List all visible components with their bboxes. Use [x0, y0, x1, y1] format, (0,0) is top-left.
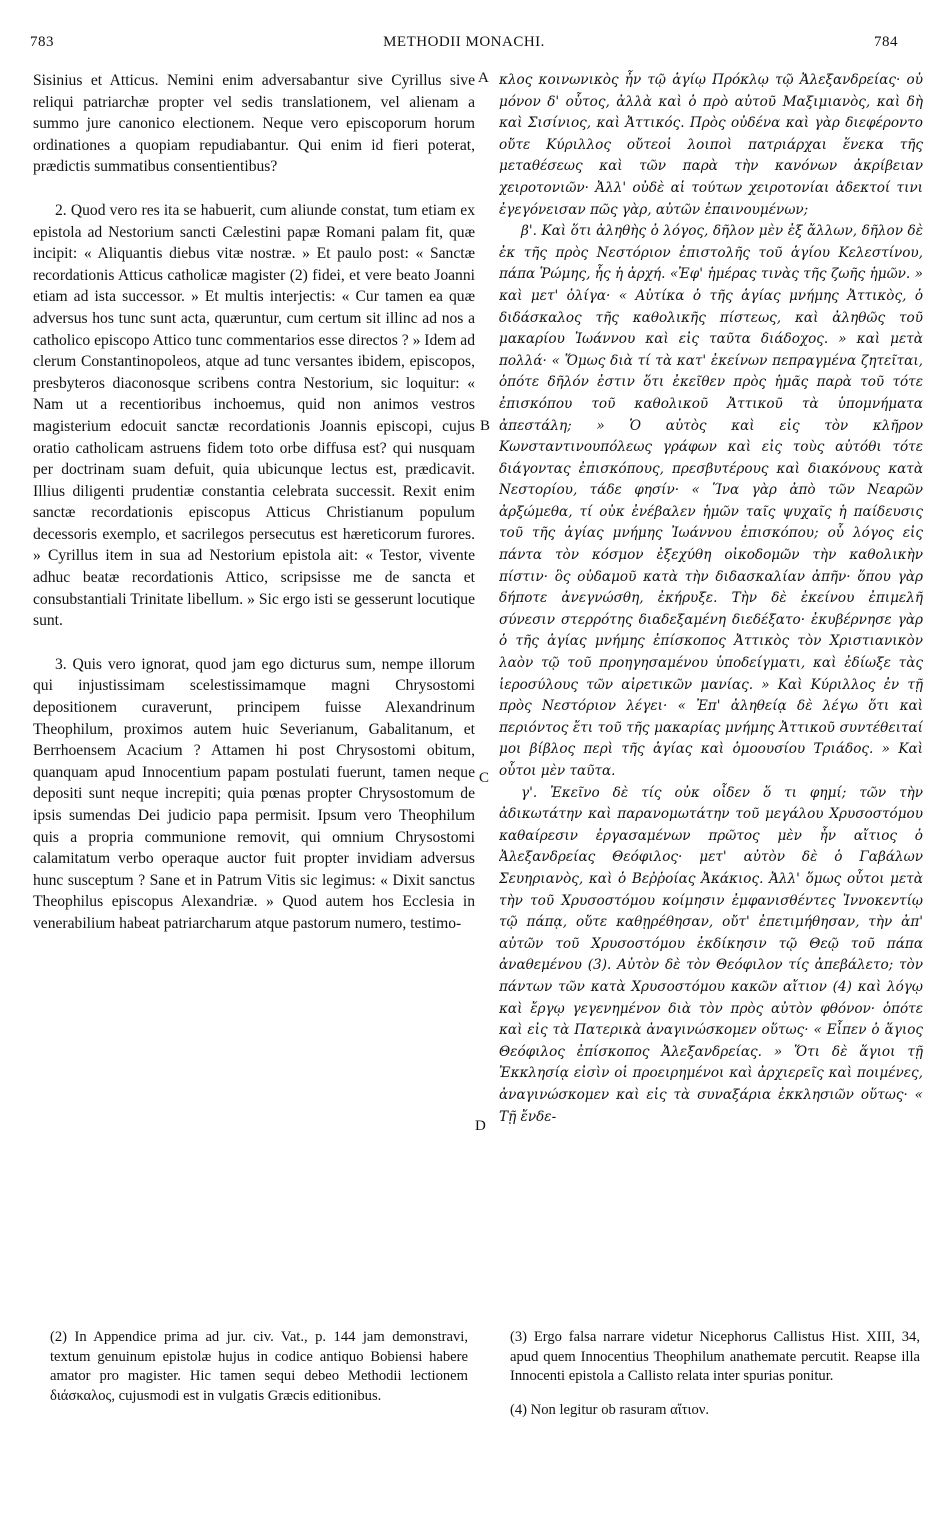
greek-paragraph-2: β'. Καὶ ὅτι ἀληθὴς ὁ λόγος, δῆλον μὲν ἐξ ἄλλων, δῆλον δὲ ἐκ τῆς πρὸς Νεστόριον ἐπιστολῆς τοῦ ἁγίου Κελεστίνου, πάπα Ῥώμης, ἧς ἡ ἀρχή. «Ἐφ' ἡμέρας τινὰς τῆς ζωῆς ἡμῶν. » καὶ μετ' ὀλίγα· « Αὐτίκα ὁ τῆς ἁγίας μνήμης Ἀττικὸς, ὁ διδάσκαλος τῆς καθολικῆς πίστεως, καὶ ἀληθῶς τοῦ μακαρίου Ἰωάννου καὶ εἰς ταῦτα διάδοχος. » καὶ μετὰ πολλά· « Ὅμως διὰ τί τὰ κατ' ἐκείνων πεπραγμένα ζητεῖται, ὁπότε δῆλόν ἐστιν ὅτι ἐκεῖθεν πρὸς ἡμᾶς παρὰ τοῦ τότε ἐπισκόπου τοῦ καθολικοῦ Ἀττικοῦ τὰ ὑπομνήματα ἀπεστάλη; » Ὁ αὐτὸς καὶ εἰς τὸν κλῆρον Κωνσταντινουπόλεως γράφων καὶ εἰς τοὺς αὐτόθι τότε διάγοντας ἐπισκόπους, πρεσβυτέρους καὶ διακόνους κατὰ Νεστορίου, τάδε φησίν· « Ἵνα γὰρ ἀπὸ τῶν Νεαρῶν ἀρξώμεθα, τί οὐκ ἐνέβαλεν ἡμῶν ταῖς ψυχαῖς ἡ παίδευσις τοῦ τῆς ἁγίας μνήμης Ἰωάννου ἐπισκόπου; οὗ λόγος εἰς πάντα τὸν κόσμον ἐξεχύθη οἰκοδομῶν τὴν καθολικὴν πίστιν· ὃς οὐδαμοῦ κατὰ τὴν διδασκαλίαν ἀπῆν· ὅπου γὰρ δήποτε ἀνεγνώσθη, ἐκήρυξε. Τὴν δὲ ἐκείνου ἐπιμελῆ σύνεσιν στερρότης διαδεξαμένη διεδέξατο· ἐκυβέρνησε γὰρ ὁ τῆς ἁγίας μνήμης ἐπίσκοπος Ἀττικὸς τὸν Χριστιανικὸν λαὸν τῷ τοῦ προηγησαμένου ὑποδείγματι, καὶ ἐδίωξε τὰς ἱεροσύλους τῶν αἱρετικῶν μανίας. » Καὶ Κύριλλος ἐν τῇ πρὸς Νεστόριον λέγει· « Ἐπ' ἀληθείᾳ δὲ λέγω ὅτι καὶ περιόντος ἔτι τοῦ τῆς μακαρίας μνήμης Ἀττικοῦ συντέθειταί μοι βίβλος περὶ τῆς ἁγίας καὶ ὁμοουσίου Τριάδος. » Καὶ οὗτοι μὲν ταῦτα. — [499, 223, 923, 779]
margin-letter-c: C — [479, 770, 490, 786]
footnote-4: (4) Non legitur ob rasuram αἴτιον. — [510, 1401, 709, 1418]
latin-paragraph-3: 3. Quis vero ignorat, quod jam ego dicturus sum, nempe illorum qui injustissimam scelestissimamque magni Chrysostomi depositionem curaverunt, principem fuisse Alexandrinum Theophilum, proximos autem huic Severianum, Gabalitanum, et Berrhoensem Acacium ? Attamen hi post Chrysostomi obitum, quanquam apud Innocentium papam postulati fuerunt, tamen neque depositi sunt neque increpiti; quia pœnas propter Chrysostomum de ipsis sumendas Dei judicio papa permisit. Ipsum vero Theophilum quis a propria communione removit, qui omnium Chrysostomi calamitatum verbo operaque auctor fuit propter invidiam adversus hunc susceptum ? Sane et in Patrum Vitis sic legimus: « Dixit sanctus Theophilus episcopus Alexandriæ. » Quod autem hos Ecclesia in venerabilium habeat patriarcharum atque pastorum numero, testimo- — [33, 655, 475, 932]
margin-letter-d: D — [475, 1118, 486, 1134]
greek-column — [499, 70, 923, 1315]
footnotes-right — [510, 1328, 920, 1434]
running-title: METHODII MONACHI. — [383, 34, 545, 50]
latin-paragraph-1: Sisinius et Atticus. Nemini enim adversabantur sive Cyrillus sive reliqui patriarchæ propter vel sedis translationem, vel alienam a summo jure canonico electionem. Neque vero episcoporum horum ordinationes a quopiam repudiabantur. Qui enim id fieri poterat, prædictis summatibus consentientibus? — [33, 72, 475, 176]
footnote-2: (2) In Appendice prima ad jur. civ. Vat., p. 144 jam demonstravi, textum genuinum epistolæ hujus in codice antiquo Bobiensi habere amator pro magister. Hic tamen sequi debeo Methodii lectionem διάσκαλος, cujusmodi est in vulgatis Græcis editionibus. — [50, 1329, 468, 1404]
margin-letter-b: B — [480, 418, 491, 434]
margin-letter-a: A — [478, 70, 489, 86]
latin-column — [33, 70, 475, 1315]
greek-paragraph-1: κλος κοινωνικὸς ἦν τῷ ἁγίῳ Πρόκλῳ τῷ Ἀλεξανδρείας· οὐ μόνον δ' οὗτος, ἀλλὰ καὶ ὁ πρὸ αὐτοῦ Μαξιμιανὸς, καὶ δὴ καὶ Σισίνιος, καὶ Ἀττικός. Πρὸς οὐδένα καὶ γὰρ διεφέροντο οὔτε Κύριλλος οὔτεοἱ λοιποὶ πατριάρχαι ἕνεκα τῆς μεταθέσεως καὶ τῶν παρὰ τὴν κανόνων ἀκρίβειαν χειροτονιῶν· Ἀλλ' οὐδὲ αἱ τούτων χειροτονίαι ἀδεκτοί τινι ἐγεγόνεισαν πῶς γὰρ, αὐτῶν ἐπαινουμένων; — [499, 72, 923, 218]
greek-paragraph-3: γ'. Ἐκεῖνο δὲ τίς οὐκ οἶδεν ὅ τι φημί; τῶν τὴν ἀδικωτάτην καὶ παρανομωτάτην τοῦ μεγάλου Χρυσοστόμου καθαίρεσιν ἐργασαμένων πρῶτος μὲν ἦν αἴτιος ὁ Ἀλεξανδρείας Θεόφιλος· μετ' αὐτὸν δὲ ὁ Γαβάλων Σευηριανὸς, καὶ ὁ Βεῤῥοίας Ἀκάκιος. Ἀλλ' ὅμως οὗτοι μετὰ τὴν τοῦ Χρυσοστόμου κοίμησιν ἐμφανισθέντες Ἰννοκεντίῳ τῷ πάπᾳ, οὔτε καθῃρέθησαν, οὔτ' ἐπετιμήθησαν, τὴν ἀπ' αὐτῶν τοῦ Χρυσοστόμου ἐκδίκησιν τῷ Θεῷ τοῦ πάπα ἀναθεμένου (3). Αὐτὸν δὲ τὸν Θεόφιλον τίς ἀπεβάλετο; τὸν πάντων τῶν κατὰ Χρυσοστόμου κακῶν αἴτιον (4) καὶ λόγῳ καὶ ἔργῳ γεγενημένον διὰ τὸν πρὸς αὐτὸν φθόνον· ὁπότε καὶ εἰς τὰ Πατερικὰ ἀναγινώσκομεν οὕτως· « Εἶπεν ὁ ἅγιος Θεόφιλος ἐπίσκοπος Ἀλεξανδρείας. » Ὅτι δὲ ἅγιοι τῇ Ἐκκλησίᾳ εἰσὶν οἱ προειρημένοι καὶ ἀρχιερεῖς καὶ ποιμένες, ἀναγινώσκομεν καὶ εἰς τὰ συναξάρια ἐκκλησιῶν οὕτως· « Τῇ ἔνδε- — [499, 784, 923, 1125]
footnote-3: (3) Ergo falsa narrare videtur Nicephorus Callistus Hist. XIII, 34, apud quem Innocentius Theophilum anathemate percutit. Reapse illa Innocenti epistola a Callisto relata inter spurias ponitur. — [510, 1329, 920, 1384]
running-header — [30, 34, 898, 54]
page-number-right: 784 — [874, 34, 898, 50]
page-number-left: 783 — [30, 34, 54, 50]
footnotes-left — [50, 1328, 468, 1420]
latin-paragraph-2: 2. Quod vero res ita se habuerit, cum aliunde constat, tum etiam ex epistola ad Nestorium sancti Cælestini papæ Romani palam fit, quæ incipit: « Aliquantis diebus vitæ nostræ. » Et paulo post: « Sanctæ recordationis Atticus catholicæ magister (2) fidei, et vere beato Joanni etiam ad ista successor. » Et multis interjectis: « Cur tamen ea quæ adversus hos tunc sunt acta, quæruntur, cum certum sit illinc ad nos a catholico episcopo Attico tunc commentarios esse directos ? » Idem ad clerum Constantinopoleos, atque ad tunc versantes ibidem, episcopos, presbyteros diaconosque scribens contra Nestorium, sic loquitur: « Nam ut a recentioribus inchoemus, quid non animos vestros magisterium edocuit sanctæ recordationis Joannis episcopi, cujus oratio catholicam astruens fidem toto orbe diffusa est? qui nusquam per doctrinam suam defuit, quia ubicunque lectus est, prædicavit. Illius diligenti prudentiæ constantia celebrata successit. Rexit enim sanctæ recordationis episcopus Atticus Christianum populum decessoris exemplo, et sacrilegos persecutus est hæreticorum furores. » Cyrillus item in sua ad Nestorium epistola ait: « Testor, vivente adhuc beatæ recordationis Attico, scripsisse me de sancta et consubstantiali Trinitate libellum. » Sic ergo isti se gesserunt locutique sunt. — [33, 201, 475, 630]
